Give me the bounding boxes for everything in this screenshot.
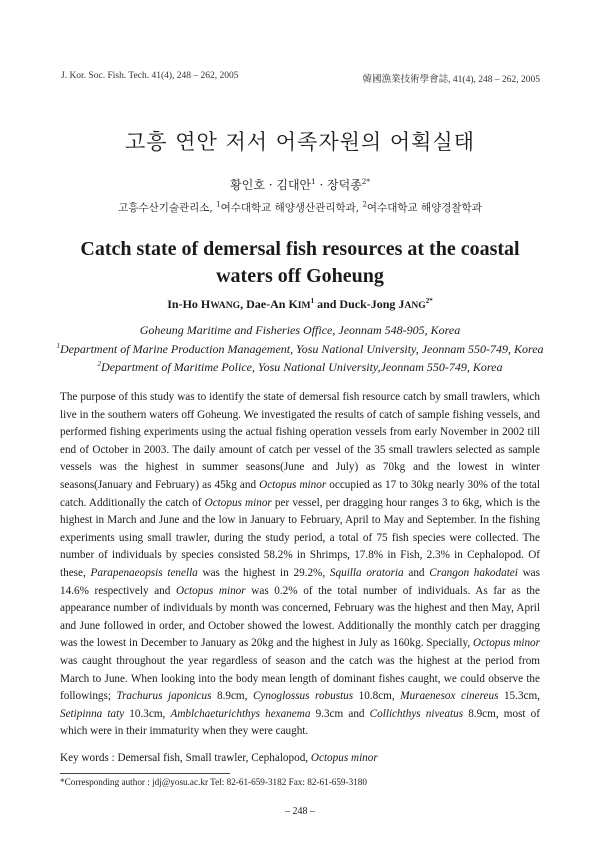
english-title xyxy=(0,236,600,290)
page-number: – 248 – xyxy=(285,806,315,817)
abstract-text: occupied as 17 to 30kg nearly 30% of the total catch. Additionally the catch of xyxy=(60,478,541,509)
species-name: Octopus minor xyxy=(204,496,272,509)
abstract-text: was caught throughout the year regardless of season and the catch was the highest at the period from March to June. When looking into the body mean length of dominant fishes caught, we could observe the followings; xyxy=(60,654,540,703)
abstract-text: 10.8cm, xyxy=(353,690,401,703)
species-name: Setipinna taty xyxy=(60,707,125,720)
english-authors: In-Ho HWANG, Dae-An KIM$^1$ and Duck-Jong $JANG^{2*}$ xyxy=(167,297,433,311)
species-name: Cynoglossus robustus xyxy=(252,690,354,703)
species-name: Octopus minor xyxy=(175,584,246,597)
abstract-text: 15.3cm, xyxy=(498,690,541,703)
affiliation-maritime-police: $^2$Department of Maritime Police, Yosu National University,Jeonnam 550-749, Korea xyxy=(97,360,503,374)
journal-citation-right: 韓國漁業技術學會誌, 41(4), 248 – 262, 2005 xyxy=(362,75,540,85)
keywords: Key words : Demersal fish, Small trawler, Cephalopod, Octopus minor xyxy=(60,752,378,764)
species-name: Crangon hakodatei xyxy=(429,566,518,579)
affiliation-goheung: Goheung Maritime and Fisheries Office, Jeonnam 548-905, Korea xyxy=(139,323,461,337)
footnote-divider xyxy=(60,773,230,774)
korean-affiliations: 고흥수산기술관리소, $^1$여수대학교 해양생산관리학과, $^2$여수대학교 해양경찰학과 xyxy=(118,200,482,214)
species-name: Parapenaeopsis tenella xyxy=(90,566,198,579)
abstract-text: and xyxy=(403,566,430,579)
affiliation-marine-production: $^1$Department of Marine Production Management, Yosu National University, Jeonnam 550-749, Korea xyxy=(56,342,544,356)
corresponding-author-footnote: *Corresponding author : jdj@yosu.ac.kr Tel: 82-61-659-3182 Fax: 82-61-659-3180 xyxy=(60,777,367,787)
abstract xyxy=(60,389,540,741)
abstract-text: per vessel, per dragging hour ranges 3 to 6kg, which is the highest in March and June and the low in January to February, April to May and September. In the fishing experiments using small trawler, during the study period, a total of 75 fish species were collected. The number of individuals by species consisted 58.2% in Shrimps, 17.8% in Fish, 2.3% in Cephalopod. Of these, xyxy=(60,496,540,579)
abstract-text: 10.3cm, xyxy=(124,707,171,720)
abstract-text: 8.9cm, most of which were in their immaturity when they were caught. xyxy=(60,707,540,738)
species-name: Collichthys niveatus xyxy=(369,707,464,720)
abstract-text: 8.9cm, xyxy=(211,690,253,703)
species-name: Muraenesox cinereus xyxy=(400,690,499,703)
english-title-line1: Catch state of demersal fish resources at the coastal xyxy=(80,238,520,260)
species-name: Amblchaeturichthys hexanema xyxy=(170,707,311,720)
species-name: Squilla oratoria xyxy=(329,566,404,579)
abstract-text: was 0.2% of the total number of individuals. As far as the appearance number of individuals by month was concerned, February was the highest and then May, April and June followed in order, and October showed the lowest. Additionally the monthly catch per dragging was the lowest in December to January as 20kg and the highest in July as 160kg. Specially, xyxy=(60,584,540,650)
journal-citation-left: J. Kor. Soc. Fish. Tech. 41(4), 248 – 262, 2005 xyxy=(61,71,239,81)
species-name: Trachurus japonicus xyxy=(116,690,212,703)
species-name: Octopus minor xyxy=(259,478,327,491)
abstract-text: was the highest in 29.2%, xyxy=(197,566,330,579)
species-name: Octopus minor xyxy=(473,637,540,650)
korean-authors: 황인호 · 김대안$^1$ · 장덕종$^{2*}$ xyxy=(230,178,370,192)
abstract-text: The purpose of this study was to identify the state of demersal fish resource catch by small trawlers, which live in the southern waters off Goheung. We investigated the results of catch of sample fishing vessels, and performed fishing experiments using the actual fishing operation vessels from early November in 2002 till end of October in 2003. The daily amount of catch per vessel of the 35 small trawlers selected as sample vessels was the highest in summer seasons(June and July) as 70kg and the lowest in winter seasons(January and February) as 45kg and xyxy=(60,391,540,491)
abstract-text: was 14.6% respectively and xyxy=(60,566,540,597)
korean-title: 고흥 연안 저서 어족자원의 어획실태 xyxy=(125,130,475,154)
english-title-line2: waters off Goheung xyxy=(216,265,384,287)
abstract-text: 9.3cm and xyxy=(310,707,370,720)
